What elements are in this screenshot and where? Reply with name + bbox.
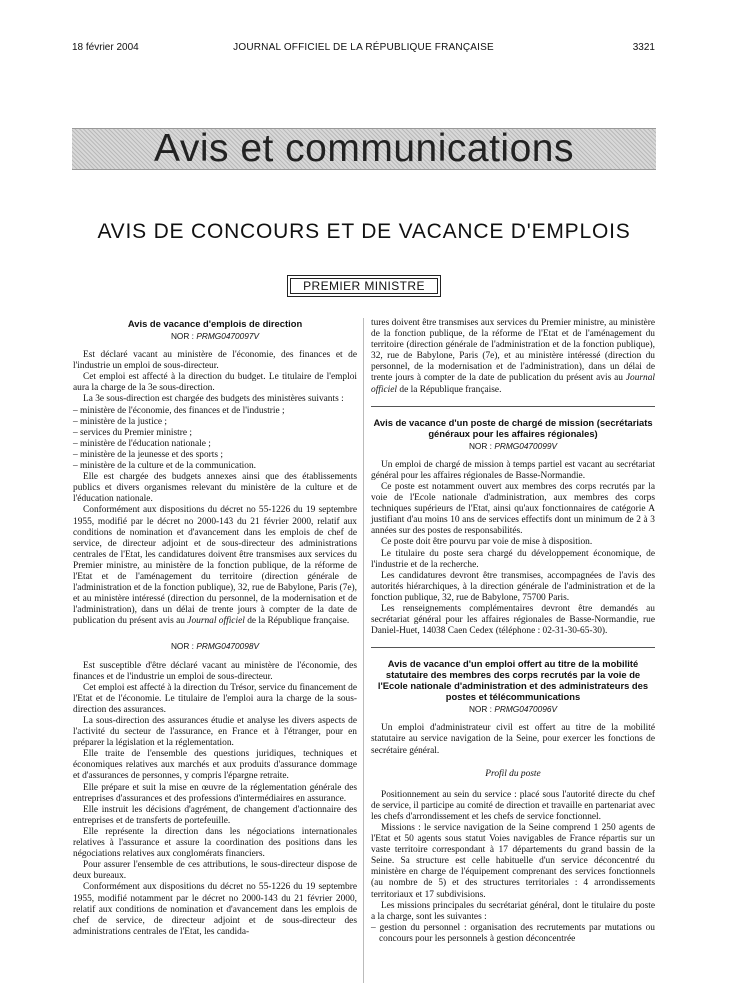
paragraph: Positionnement au sein du service : placé sous l'autorité directe du chef de service, il participe au comité de direction et travaille en partenariat avec les chefs d'arrondissement et les chefs de service fonctionnel.: [371, 789, 655, 822]
paragraph: Un emploi de chargé de mission à temps partiel est vacant au secrétariat général pour les affaires régionales de Basse-Normandie.: [371, 459, 655, 481]
column-divider: [363, 318, 364, 983]
left-column: [73, 318, 357, 938]
paragraph: Un emploi d'administrateur civil est offert au titre de la mobilité statutaire au service navigation de la Seine, pour exercer les fonctions de secrétaire général.: [371, 723, 655, 756]
nor-reference: NOR : PRMG0470098V: [170, 641, 260, 652]
list-item: – ministère de la jeunesse et des sports ;: [73, 450, 357, 461]
section-title: AVIS DE CONCOURS ET DE VACANCE D'EMPLOIS: [97, 220, 631, 243]
list-item: – ministère de la culture et de la communication.: [73, 461, 357, 472]
paragraph: Elle représente la direction dans les négociations internationales relatives à l'assurance et assure la coordination des positions dans les négociations relatives aux conglomérats financiers.: [73, 826, 357, 860]
notice-title: Avis de vacance d'emplois de direction: [127, 318, 303, 329]
nor-reference: NOR : PRMG0470099V: [468, 440, 558, 451]
nor-reference: NOR : PRMG0470096V: [468, 704, 558, 715]
paragraph: Les renseignements complémentaires devront être demandés au secrétariat général pour les affaires régionales de Basse-Normandie, rue Daniel-Huet, 14038 Caen Cedex (téléphone : 02-31-30-65-30).: [371, 603, 655, 637]
paragraph: Missions : le service navigation de la Seine comprend 1 250 agents de l'Etat et 50 agents sous statut Voies navigables de France répartis sur un vaste territoire correspondant à 17 départements du grand bassin de la Seine. Sa structure est celle habituelle d'un service déconcentré du ministère en charge de l'équipement comprenant des services fonctionnels (au nombre de 5) et des structures territoriales : 4 arrondissements territoriaux et 17 subdivisions.: [371, 823, 655, 900]
list-item: – gestion du personnel : organisation des recrutements par mutations ou concours pour les personnels à gestion déconcentrée: [371, 923, 655, 945]
paragraph: Conformément aux dispositions du décret no 55-1226 du 19 septembre 1955, modifié par le décret no 2000-143 du 21 février 2000, relatif aux conditions de nomination et d'avancement dans les emplois de chef de service, de directeur adjoint et de sous-directeur des administrations centrales de l'Etat, les candidatures doivent être transmises aux services du Premier ministre, au ministère de la fonction publique, de la réforme de l'Etat et de l'aménagement du territoire (direction générale de l'administration et de la fonction publique), 32, rue de Babylone, Paris (7e), et au ministère intéressé (direction du personnel, de la modernisation et de l'administration), dans un délai de trente jours à compter de la date de publication du présent avis au Journal officiel de la République française.: [73, 505, 357, 627]
paragraph: Conformément aux dispositions du décret no 55-1226 du 19 septembre 1955, modifié notamment par le décret no 2000-143 du 21 février 2000, relatif aux conditions de nomination et d'avancement dans les emplois de chef de service, de directeur adjoint et de sous-directeur des administrations centrales de l'Etat, les candida-: [73, 882, 357, 937]
paragraph: tures doivent être transmises aux services du Premier ministre, au ministère de la fonction publique, de la réforme de l'Etat et de l'aménagement du territoire (direction générale de l'administration et de la fonction publique), 32, rue de Babylone, Paris (7e), et au ministère intéressé (direction du personnel, de la modernisation et de l'administration), dans un délai de trente jours à compter de la date de publication du présent avis au Journal officiel de la République française.: [371, 318, 656, 395]
list-item: – ministère de l'éducation nationale ;: [73, 439, 357, 450]
banner-title: Avis et communications: [154, 127, 574, 170]
list-item: – ministère de l'économie, des finances et de l'industrie ;: [73, 406, 357, 417]
paragraph: Pour assurer l'ensemble de ces attributions, le sous-directeur dispose de deux bureaux.: [73, 860, 357, 882]
ministry-heading: PREMIER MINISTRE: [290, 278, 438, 294]
paragraph: Elle instruit les décisions d'agrément, de changement d'actionnaire des entreprises et de transferts de portefeuille.: [73, 804, 357, 826]
section-rule: [371, 406, 655, 407]
subheading-profil: Profil du poste: [485, 768, 541, 779]
paragraph: Ce poste est notamment ouvert aux membres des corps recrutés par la voie de l'Ecole nationale d'administration, aux membres des corps techniques supérieurs de l'Etat, ainsi qu'aux fonctionnaires de catégorie A justifiant d'au moins 10 ans de services effectifs dont un minimum de 2 à 3 années sur des postes de responsabilités.: [371, 481, 655, 537]
header-journal-title: JOURNAL OFFICIEL DE LA RÉPUBLIQUE FRANÇAISE: [233, 42, 494, 53]
paragraph: Elle prépare et suit la mise en œuvre de la réglementation générale des entreprises d'assurances et des professions d'intermédiaires en assurance.: [73, 782, 357, 804]
section-rule: [371, 647, 655, 648]
page-header: [72, 42, 655, 58]
header-date: 18 février 2004: [72, 42, 139, 53]
paragraph: Elle traite de l'ensemble des questions juridiques, techniques et économiques relatives aux marchés et aux produits d'assurance dommage et d'assurances de personnes, y compris l'épargne retraite.: [73, 749, 357, 782]
header-page-number: 3321: [632, 42, 655, 53]
paragraph: Cet emploi est affecté à la direction du Trésor, service du financement de l'Etat et de l'économie. Le titulaire de l'emploi aura la charge de la sous-direction des assurances.: [73, 682, 357, 715]
paragraph: La sous-direction des assurances étudie et analyse les divers aspects de l'activité du secteur de l'assurance, en France et à l'étranger, pour en préparer la législation et la réglementation.: [73, 716, 357, 749]
paragraph: Est susceptible d'être déclaré vacant au ministère de l'économie, des finances et de l'industrie un emploi de sous-directeur.: [73, 660, 357, 682]
paragraph: La 3e sous-direction est chargée des budgets des ministères suivants :: [83, 394, 344, 405]
paragraph: Les candidatures devront être transmises, accompagnées de l'avis des autorités hiérarchiques, à la direction générale de l'administration et de la fonction publique, 32, rue de Babylone, 75700 Paris.: [371, 570, 655, 603]
paragraph: Cet emploi est affecté à la direction du budget. Le titulaire de l'emploi aura la charge de la 3e sous-direction.: [73, 372, 357, 394]
notice-title: Avis de vacance d'un poste de chargé de mission (secrétariats généraux pour les affaires régionales): [373, 416, 653, 439]
list-item: – ministère de la justice ;: [73, 417, 357, 428]
list-item: – services du Premier ministre ;: [73, 428, 357, 439]
paragraph: Elle est chargée des budgets annexes ainsi que des établissements publics et divers organismes relevant du ministère de la culture et de l'éducation nationale.: [73, 472, 357, 505]
paragraph: Ce poste doit être pourvu par voie de mise à disposition.: [381, 537, 593, 548]
notice-title: Avis de vacance d'un emploi offert au titre de la mobilité statutaire des membres des corps recrutés par la voie de l'Ecole nationale d'administration et des administrateurs des postes et télécommunications: [377, 658, 649, 703]
paragraph: Le titulaire du poste sera chargé du développement économique, de l'industrie et de la recherche.: [371, 548, 655, 570]
right-column: [371, 318, 655, 945]
paragraph: Est déclaré vacant au ministère de l'économie, des finances et de l'industrie un emploi de sous-directeur.: [73, 350, 357, 372]
nor-reference: NOR : PRMG0470097V: [170, 331, 260, 341]
paragraph: Les missions principales du secrétariat général, dont le titulaire du poste a la charge, sont les suivantes :: [371, 900, 655, 922]
